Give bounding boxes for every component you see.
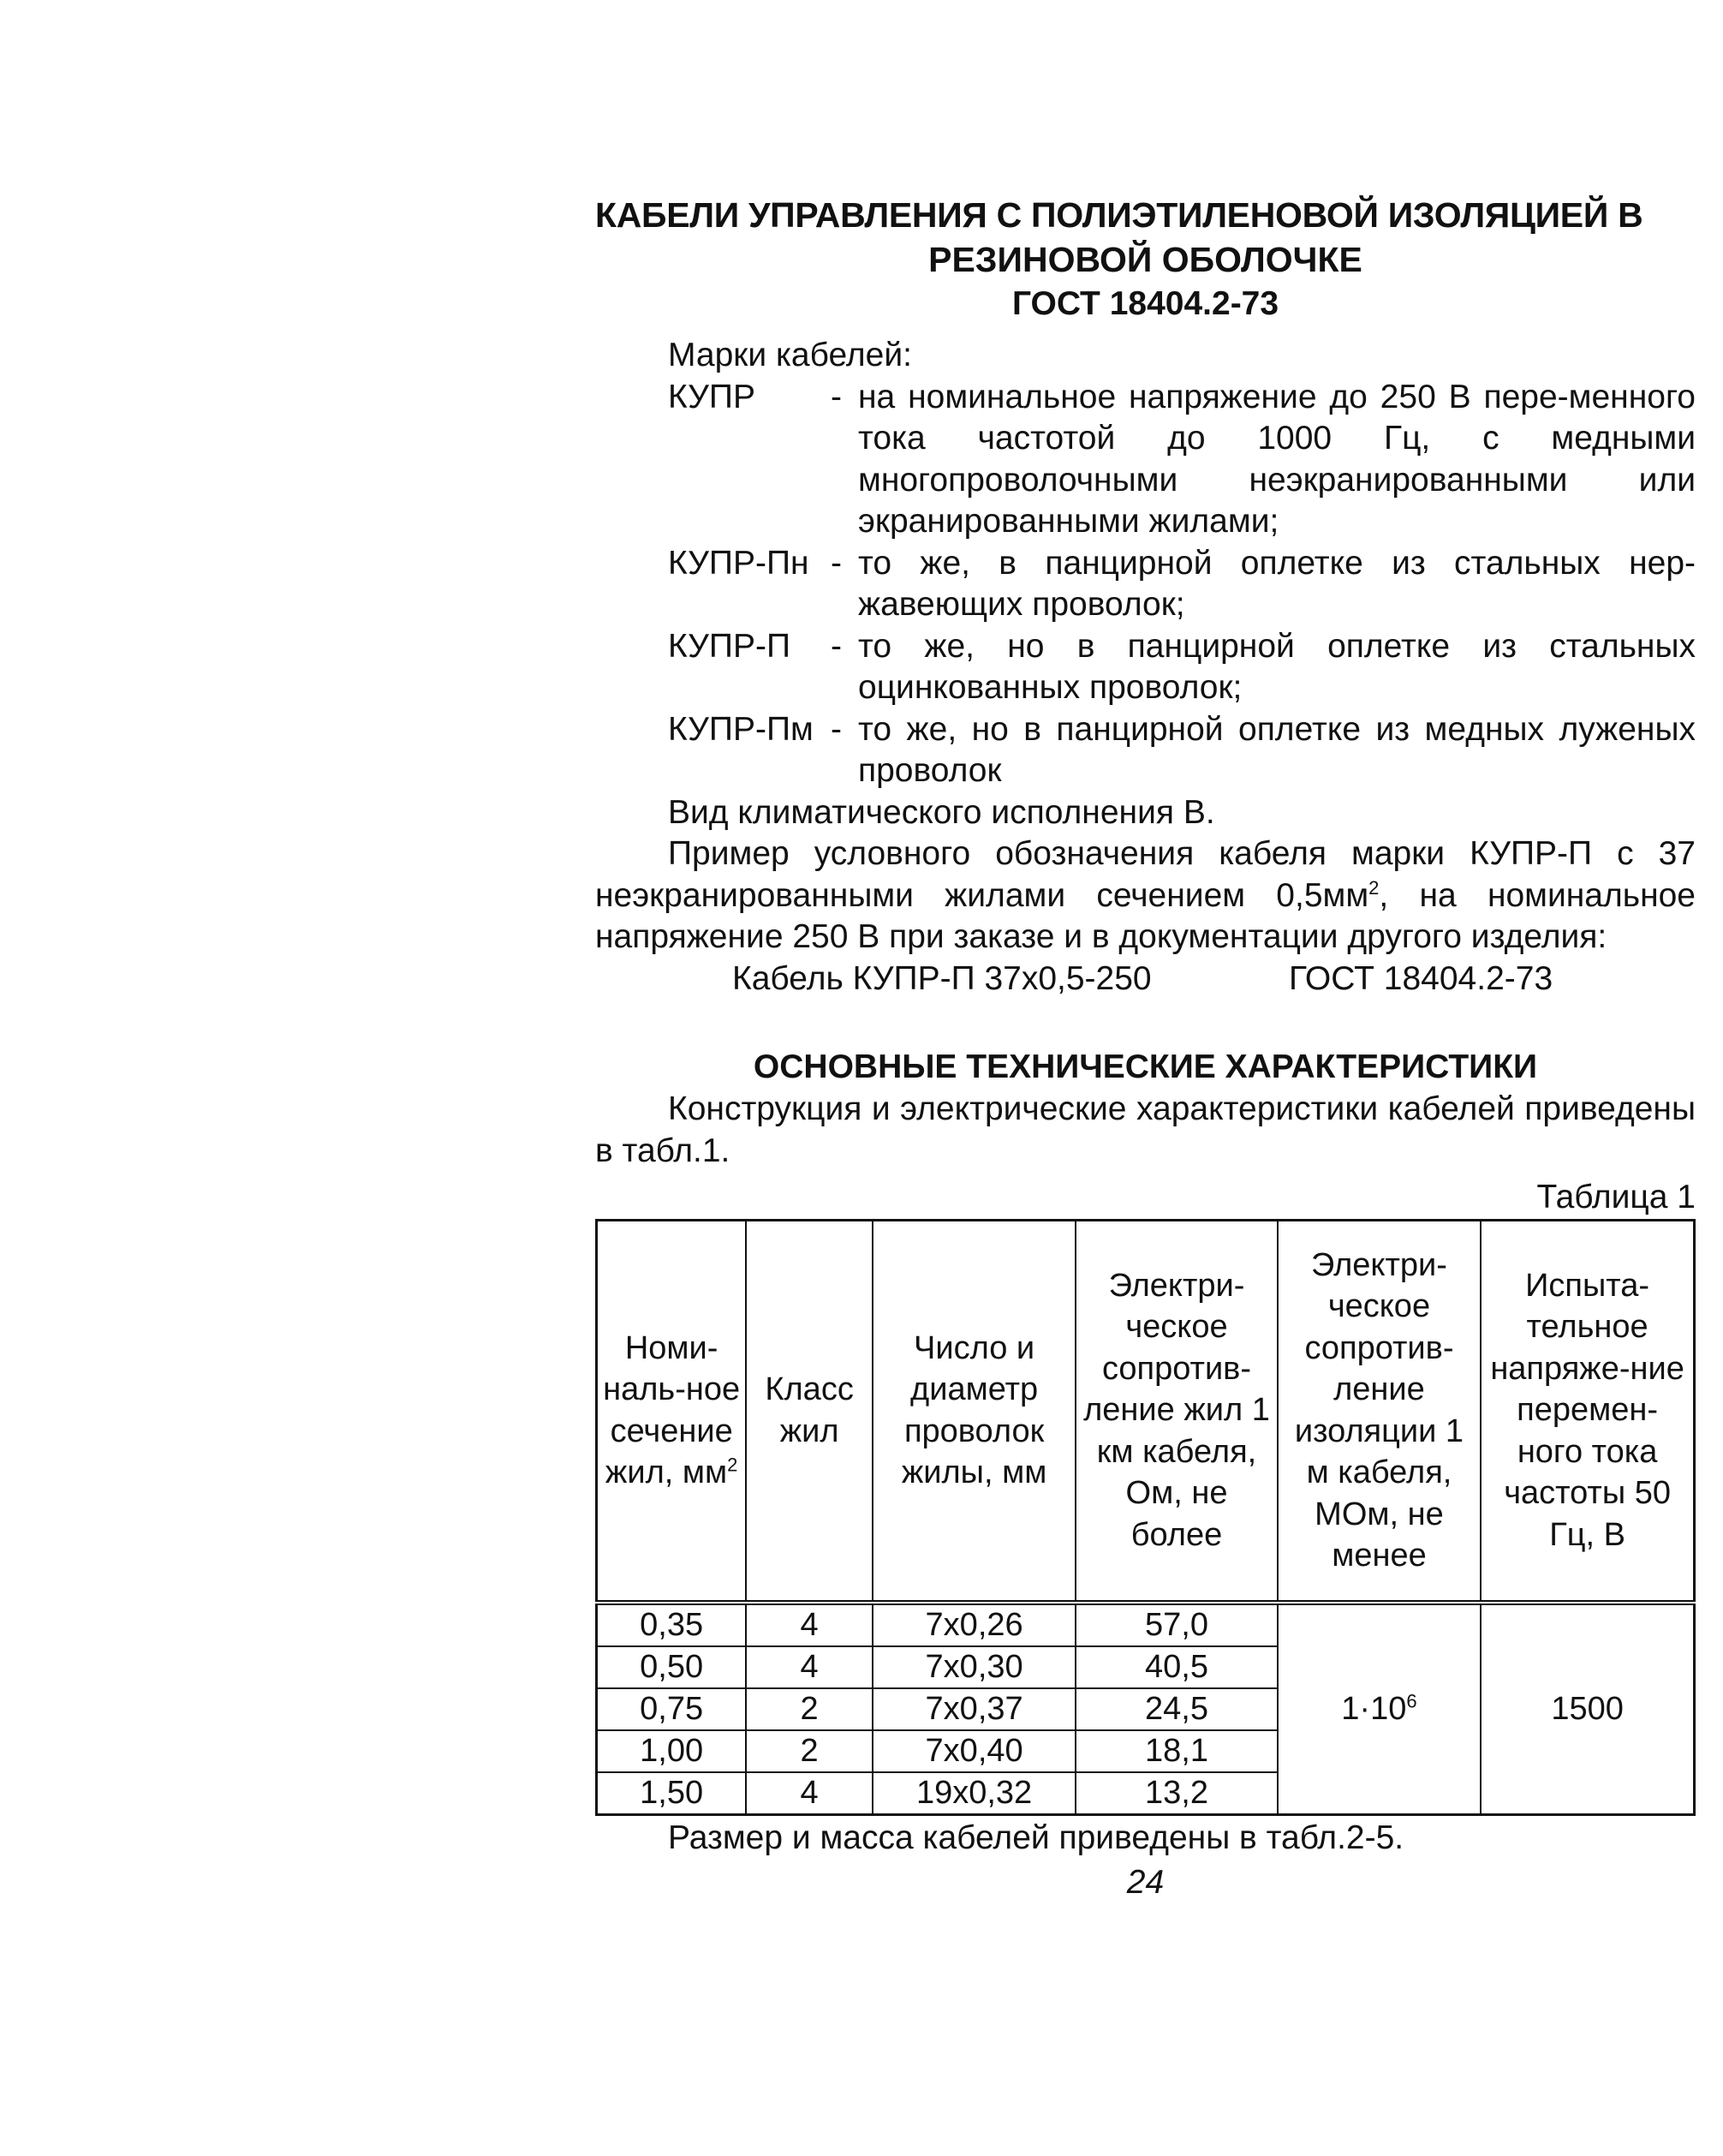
mark-dash: -: [831, 544, 842, 582]
cell-wires: 7х0,26: [873, 1603, 1076, 1646]
header-resistance: Электри-ческое сопротив-ление жил 1 км кабеля, Ом, не более: [1076, 1220, 1277, 1603]
mark-dash: -: [831, 378, 842, 415]
example-paragraph: [595, 833, 1696, 959]
cell-resistance: 57,0: [1076, 1603, 1277, 1646]
cell-wires: 7х0,40: [873, 1730, 1076, 1772]
example-text-1: Пример условного обозначения кабеля марки КУПР-П с 37 неэкранированными жилами сечением 0,5мм: [595, 835, 1696, 914]
cell-class: 4: [746, 1646, 873, 1688]
cell-section: 0,35: [597, 1603, 747, 1646]
mark-code: КУПР: [668, 378, 755, 415]
cell-resistance: 13,2: [1076, 1772, 1277, 1815]
mark-description: то же, в панцирной оплетке из стальных нер-жавеющих проволок;: [858, 544, 1696, 623]
mark-dash: -: [831, 710, 842, 748]
cell-test-voltage: 1500: [1481, 1603, 1694, 1815]
mark-description: то же, но в панцирной оплетке из медных луженых проволок: [858, 710, 1696, 789]
mark-dash: -: [831, 627, 842, 665]
cell-section: 1,50: [597, 1772, 747, 1815]
climate-text: Вид климатического исполнения В.: [668, 793, 1215, 831]
cell-resistance: 18,1: [1076, 1730, 1277, 1772]
cell-class: 2: [746, 1688, 873, 1730]
table-caption: Таблица 1: [1536, 1179, 1696, 1215]
spec-table: [595, 1219, 1696, 1816]
header-section-text: Номи-наль-ное сечение жил, мм: [603, 1329, 741, 1490]
cell-wires: 7х0,37: [873, 1688, 1076, 1730]
footer-note: Размер и масса кабелей приведены в табл.2-5.: [668, 1819, 1404, 1856]
example-text-2: , на номинальное напряжение 250 В при заказе и в документации другого изделия:: [595, 876, 1696, 955]
insulation-base: 1·10: [1341, 1690, 1407, 1727]
title-line-1: КАБЕЛИ УПРАВЛЕНИЯ С ПОЛИЭТИЛЕНОВОЙ ИЗОЛЯЦИЕЙ В: [595, 195, 1643, 235]
cell-class: 4: [746, 1772, 873, 1815]
mark-item: [595, 709, 1696, 792]
mark-code: КУПР-Пм: [668, 710, 814, 748]
cell-wires: 19х0,32: [873, 1772, 1076, 1815]
table-header-row: [597, 1220, 1695, 1603]
title-line-2: РЕЗИНОВОЙ ОБОЛОЧКЕ: [928, 240, 1362, 279]
designation-example: [732, 959, 1696, 1000]
header-wires: Число и диаметр проволок жилы, мм: [873, 1220, 1076, 1603]
cell-section: 0,50: [597, 1646, 747, 1688]
document-title: [595, 193, 1696, 326]
mark-description: на номинальное напряжение до 250 В пере-менного тока частотой до 1000 Гц, с медными многопроволочными неэкранированными или экранированными жилами;: [858, 378, 1696, 540]
insulation-exponent: 6: [1406, 1689, 1417, 1711]
cell-section: 0,75: [597, 1688, 747, 1730]
header-insulation: Электри-ческое сопротив-ление изоляции 1 м кабеля, МОм, не менее: [1278, 1220, 1481, 1603]
cell-class: 2: [746, 1730, 873, 1772]
table-row: [597, 1603, 1695, 1646]
marks-heading: Марки кабелей:: [668, 337, 912, 373]
designation-standard: ГОСТ 18404.2-73: [1289, 959, 1553, 997]
header-class: Класс жил: [746, 1220, 873, 1603]
page-number: 24: [1126, 1864, 1165, 1901]
section-intro: Конструкция и электрические характеристики кабелей приведены в табл.1.: [595, 1090, 1696, 1169]
designation-code: Кабель КУПР-П 37х0,5-250: [732, 959, 1152, 997]
cell-insulation: [1278, 1603, 1481, 1815]
cell-resistance: 40,5: [1076, 1646, 1277, 1688]
mark-code: КУПР-П: [668, 627, 790, 665]
header-test-voltage: Испыта-тельное напряже-ние перемен-ного тока частоты 50 Гц, В: [1481, 1220, 1694, 1603]
cell-resistance: 24,5: [1076, 1688, 1277, 1730]
mark-description: то же, но в панцирной оплетке из стальных оцинкованных проволок;: [858, 627, 1696, 706]
header-section: [597, 1220, 747, 1603]
header-section-sup: 2: [727, 1454, 738, 1476]
mark-code: КУПР-Пн: [668, 544, 809, 582]
cell-class: 4: [746, 1603, 873, 1646]
mark-item: [595, 543, 1696, 626]
title-standard: ГОСТ 18404.2-73: [1011, 285, 1279, 322]
section-title: ОСНОВНЫЕ ТЕХНИЧЕСКИЕ ХАРАКТЕРИСТИКИ: [753, 1048, 1538, 1085]
mark-item: [595, 626, 1696, 709]
cell-section: 1,00: [597, 1730, 747, 1772]
mark-item: [595, 377, 1696, 543]
example-superscript: 2: [1368, 876, 1380, 899]
document-page: [595, 193, 1696, 1904]
cell-wires: 7х0,30: [873, 1646, 1076, 1688]
